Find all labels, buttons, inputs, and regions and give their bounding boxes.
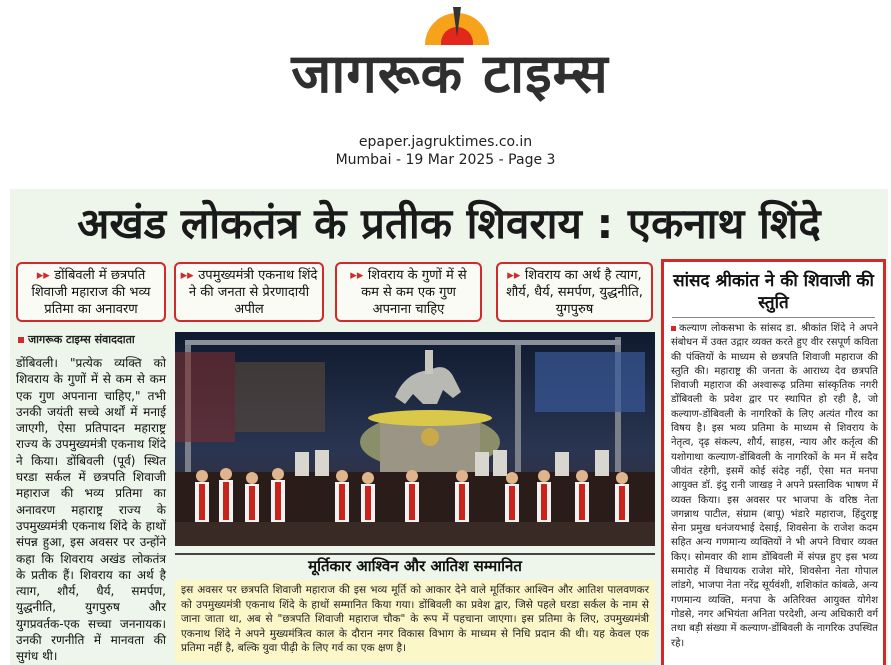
divider xyxy=(672,317,875,318)
sidebar-story-body: कल्याण लोकसभा के सांसद डा. श्रीकांत शिंदे ने अपने संबोधन में उक्त उद्गार व्यक्त करते हुए वीर रसपूर्ण कविता की पंक्तियों के माध्यम से छत्रपति शिवाजी महाराज की स्तुति की। महाराष्ट्र की जनता के आराध्य देव छत्रपति शिवाजी महाराज की अश्वारूढ़ प्रतिमा सांस्कृतिक नगरी डोंबिवली के प्रवेश द्वार पर स्थापित हो रही है, जो कल्याण-डोंबिवली के नागरिकों के लिए अत्यंत गौरव का विषय है। इस भव्य प्रतिमा के माध्यम से शिवराय के नेतृत्व, दृढ़ संकल्प, शौर्य, साहस, न्याय और कर्तृत्व की यशोगाथा कल्याण-डोंबिवली के नागरिकों के मन में सदैव जीवंत रहेगी, इसमें कोई संदेह नहीं, ऐसा मत मनपा आयुक्त डॉ. इंदु रानी जाखड़ ने अपने प्रस्ताविक भाषण में व्यक्त किया। इस अवसर पर भाजपा के वरिष्ठ नेता जगन्नाथ पाटील, संग्राम (बापू) भंडारे महाराज, हिंदुराष्ट्र सेना प्रमुख धनंजयभाई देसाई, शिवसेना के राजेश कदम सहित अन्य गणमान्य व्यक्तियों ने भी अपने विचार व्यक्त किए। सोमवार की शाम डोंबिवली में संपन्न हुए इस भव्य समारोह में विधायक राजेश मोरे, शिवसेना नेता गोपाल लांडगे, भाजपा नेता नरेंद्र सूर्यवंशी, शशिकांत कांबळे, अन्य गणमान्य व्यक्ति, मनपा के अतिरिक्त आयुक्त योगेश गोडसे, नगर अभियंता अनिता परदेशी, अन्य अधिकारी वर्ग तथा बड़ी संख्या में कल्याण-डोंबिवली के नागरिक उपस्थित रहे। xyxy=(671,323,878,649)
ceremony-photo xyxy=(175,332,655,546)
edition-info: Mumbai - 19 Mar 2025 - Page 3 xyxy=(335,152,556,168)
newspaper-logo xyxy=(255,5,645,115)
kicker-1 xyxy=(16,262,166,322)
sidebar-story-title: सांसद श्रीकांत ने की शिवाजी की स्तुति xyxy=(673,271,874,313)
kicker-text: शिवराय का अर्थ है त्याग, शौर्य, धैर्य, समर्पण, युद्धनीति, युगपुरुष xyxy=(506,268,643,317)
byline-text: जागरूक टाइम्स संवाददाता xyxy=(28,333,135,346)
statue-ceremony-photo-icon xyxy=(175,332,655,546)
double-arrow-icon: ▸▸ xyxy=(507,268,525,283)
kicker-2 xyxy=(174,262,324,322)
sub-story-title: मूर्तिकार आश्विन और आतिश सम्मानित xyxy=(175,553,655,577)
bullet-square-icon xyxy=(18,337,24,343)
article-body: डोंबिवली। "प्रत्येक व्यक्ति को शिवराय के गुणों में से कम से कम एक गुण अपनाना चाहिए," तभी उनकी जयंती सच्चे अर्थों में मनाई जाएगी, ऐसा प्रतिपादन महाराष्ट्र राज्य के उपमुख्यमंत्री एकनाथ शिंदे ने किया। डोंबिवली (पूर्व) स्थित घरडा सर्कल में छत्रपति शिवाजी महाराज की भव्य प्रतिमा का अनावरण महाराष्ट्र राज्य के उपमुख्यमंत्री एकनाथ शिंदे के हाथों संपन्न हुआ, इस अवसर पर उन्होंने कहा कि शिवराय अखंड लोकतंत्र के प्रतीक हैं। शिवराय का अर्थ है त्याग, शौर्य, धैर्य, समर्पण, युद्धनीति, युगपुरुष और युगप्रवर्तक-एक सच्चा जननायक। उनकी रणनीति में मानवता की सुगंध थी। xyxy=(16,356,166,664)
sidebar-story-box xyxy=(661,259,886,665)
byline xyxy=(18,332,168,347)
logo-text: जागरूक टाइम्स xyxy=(291,42,609,105)
double-arrow-icon: ▸▸ xyxy=(180,268,199,283)
epaper-url[interactable]: epaper.jagruktimes.co.in xyxy=(358,134,533,150)
kicker-4 xyxy=(496,262,653,322)
kicker-text: डोंबिवली में छत्रपति शिवाजी महाराज की भव्य प्रतिमा का अनावरण xyxy=(31,268,151,317)
newspaper-page xyxy=(10,189,888,665)
kicker-3 xyxy=(335,262,482,322)
bullet-square-icon xyxy=(671,326,676,331)
kicker-text: शिवराय के गुणों में से कम से कम एक गुण अपनाना चाहिए xyxy=(361,268,467,317)
main-headline: अखंड लोकतंत्र के प्रतीक शिवराय : एकनाथ शिंदे xyxy=(77,199,821,248)
sidebar-story-body-wrap xyxy=(671,322,878,651)
double-arrow-icon: ▸▸ xyxy=(350,268,368,283)
double-arrow-icon: ▸▸ xyxy=(36,268,55,283)
masthead xyxy=(0,0,891,180)
sub-story-body: इस अवसर पर छत्रपति शिवाजी महाराज की इस भव्य मूर्ति को आकार देने वाले मूर्तिकार आश्विन और आतिश पालवणकर को उपमुख्यमंत्री एकनाथ शिंदे के हाथों सम्मानित किया गया। डोंबिवली का प्रवेश द्वार, जिसे पहले घरडा सर्कल के नाम से जाना जाता था, अब से "छत्रपति शिवाजी महाराज चौक" के रूप में पहचाना जाएगा। इस प्रतिमा के लिए, उपमुख्यमंत्री एकनाथ शिंदे ने अपने मुख्यमंत्रित्व काल के दौरान नगर विकास विभाग के माध्यम से निधि प्रदान की थी। यह केवल एक प्रतिमा नहीं है, बल्कि युवा पीढ़ी के लिए गर्व का एक क्षण है। xyxy=(175,580,655,662)
kicker-text: उपमुख्यमंत्री एकनाथ शिंदे ने की जनता से प्रेरणादायी अपील xyxy=(188,268,318,317)
